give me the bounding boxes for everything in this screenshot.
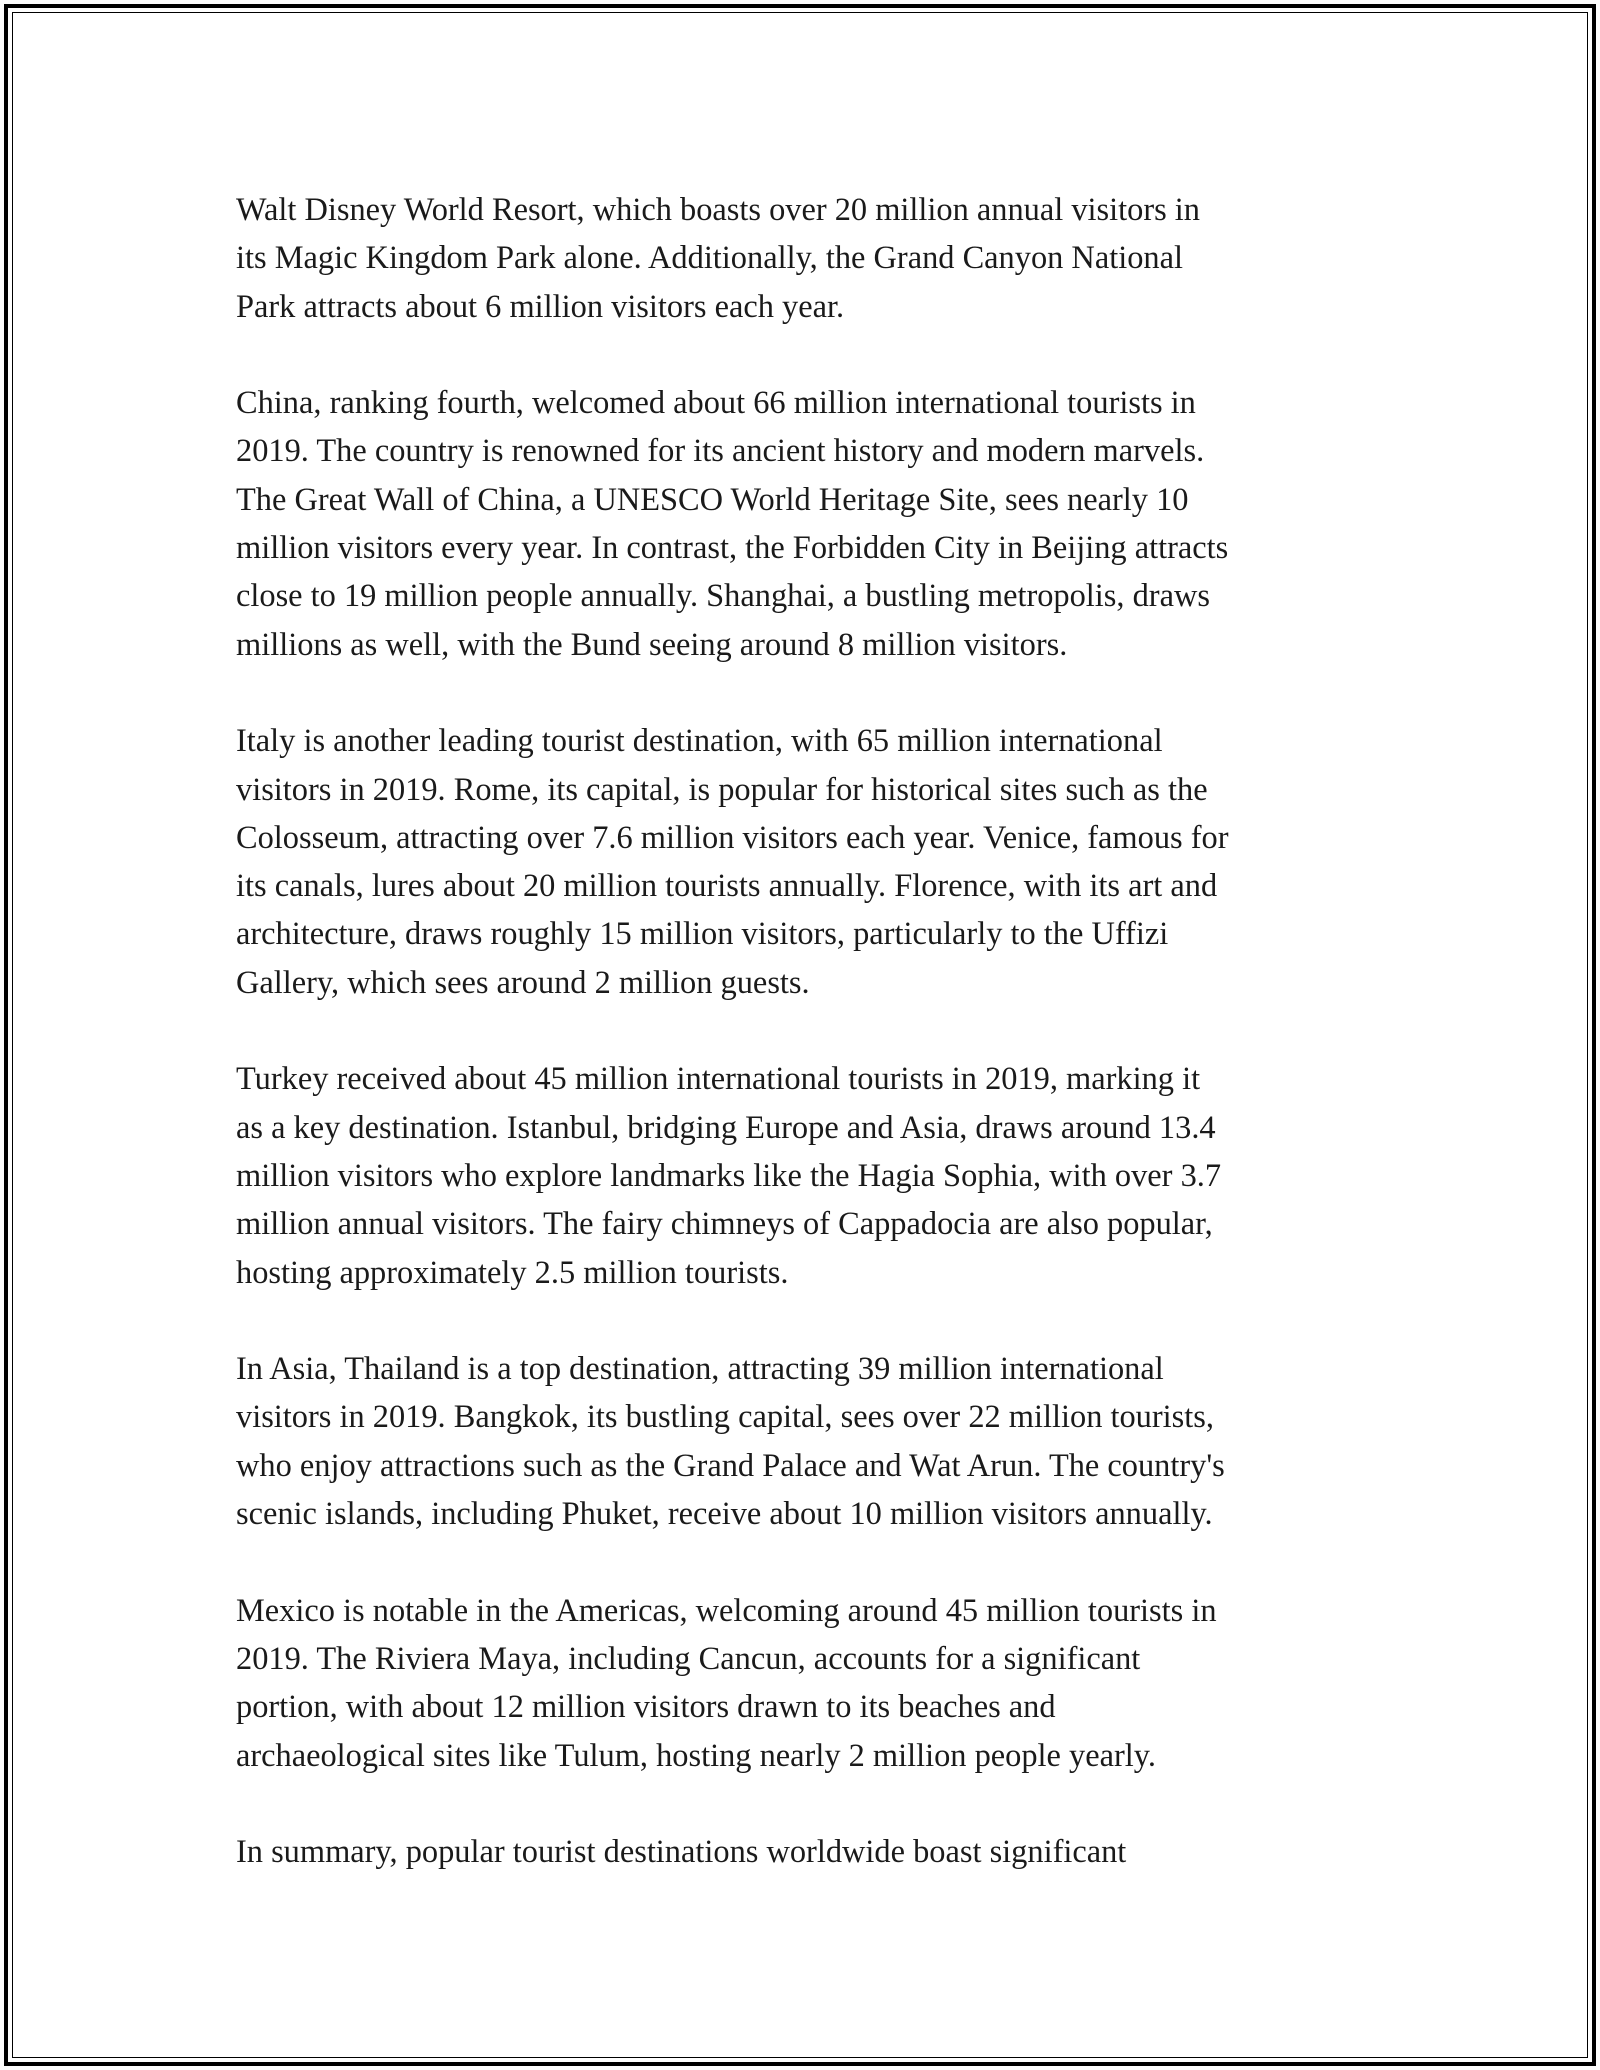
text-line: Gallery, which sees around 2 million guests. [236,964,810,1001]
text-line: its canals, lures about 20 million tourists annually. Florence, with its art and [236,868,1218,905]
text-line: million annual visitors. The fairy chimneys of Cappadocia are also popular, [236,1206,1213,1243]
paragraph-3 [236,717,1416,1007]
text-line: portion, with about 12 million visitors drawn to its beaches and [236,1689,1056,1726]
paragraph-4 [236,1055,1416,1296]
text-line: Colosseum, attracting over 7.6 million visitors each year. Venice, famous for [236,819,1229,856]
paragraph-5 [236,1345,1416,1538]
text-line: Park attracts about 6 million visitors each year. [236,288,845,325]
text-line: as a key destination. Istanbul, bridging Europe and Asia, draws around 13.4 [236,1109,1216,1146]
paragraph-6 [236,1587,1416,1780]
text-line: Walt Disney World Resort, which boasts over 20 million annual visitors in [236,192,1200,228]
text-line: In summary, popular tourist destinations worldwide boast significant [236,1834,1127,1871]
text-line: hosting approximately 2.5 million tourists. [236,1254,789,1291]
text-line: its Magic Kingdom Park alone. Additionally, the Grand Canyon National [236,240,1183,277]
text-line: visitors in 2019. Rome, its capital, is popular for historical sites such as the [236,771,1208,808]
text-line: close to 19 million people annually. Shanghai, a bustling metropolis, draws [236,578,1210,615]
text-line: Italy is another leading tourist destination, with 65 million international [236,723,1163,760]
text-line: who enjoy attractions such as the Grand Palace and Wat Arun. The country's [236,1447,1225,1484]
text-line: The Great Wall of China, a UNESCO World Heritage Site, sees nearly 10 [236,481,1189,518]
text-line: archaeological sites like Tulum, hosting nearly 2 million people yearly. [236,1737,1156,1774]
paragraph-7 [236,1828,1416,1876]
text-line: Mexico is notable in the Americas, welcoming around 45 million tourists in [236,1592,1217,1629]
text-line: Turkey received about 45 million international tourists in 2019, marking it [236,1061,1201,1098]
paragraph-2 [236,379,1416,669]
text-line: In Asia, Thailand is a top destination, attracting 39 million international [236,1351,1164,1388]
text-line: visitors in 2019. Bangkok, its bustling capital, sees over 22 million tourists, [236,1399,1214,1436]
text-line: China, ranking fourth, welcomed about 66 million international tourists in [236,385,1196,422]
text-line: millions as well, with the Bund seeing around 8 million visitors. [236,626,1068,663]
text-line: million visitors every year. In contrast, the Forbidden City in Beijing attracts [236,530,1229,567]
text-line: 2019. The Riviera Maya, including Cancun, accounts for a significant [236,1640,1141,1677]
document-body [236,186,1416,1925]
text-line: million visitors who explore landmarks like the Hagia Sophia, with over 3.7 [236,1157,1222,1194]
text-line: architecture, draws roughly 15 million visitors, particularly to the Uffizi [236,916,1169,953]
paragraph-1 [236,186,1416,331]
text-line: 2019. The country is renowned for its ancient history and modern marvels. [236,433,1205,470]
text-line: scenic islands, including Phuket, receive about 10 million visitors annually. [236,1496,1213,1533]
